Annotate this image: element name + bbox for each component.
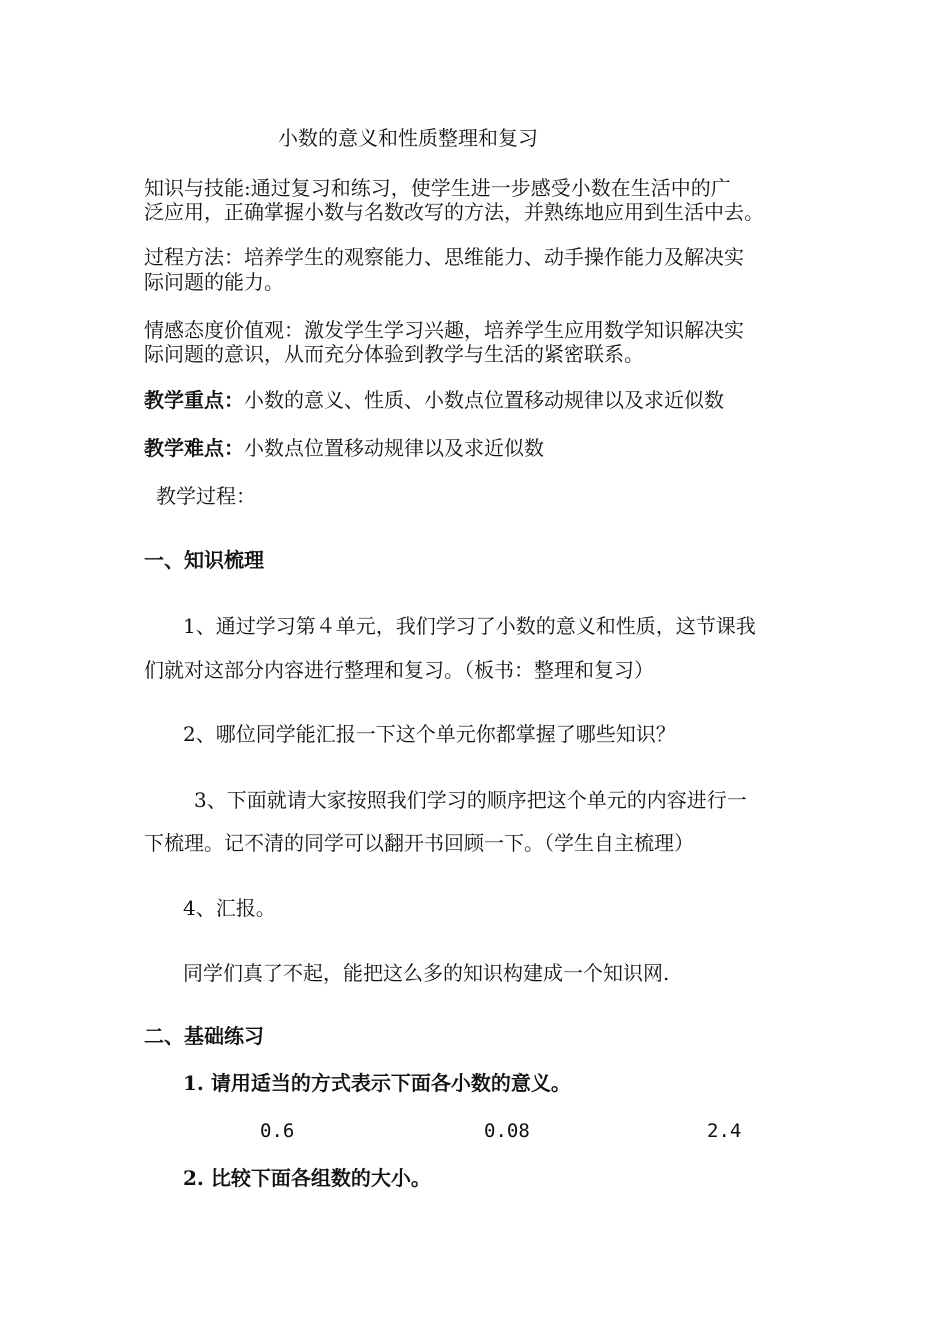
knowledge-skill-line-2: 泛应用，正确掌握小数与名数改写的方法，并熟练地应用到生活中去。 xyxy=(144,200,764,224)
decimal-0-08: 0.08 xyxy=(484,1120,530,1142)
process-heading: 教学过程： xyxy=(156,484,256,508)
section-1-paragraph-5: 同学们真了不起，能把这么多的知识构建成一个知识网. xyxy=(183,961,670,985)
difficulty-label: 教学难点： xyxy=(144,436,244,460)
section-1-paragraph-3-line-1: 3、下面就请大家按照我们学习的顺序把这个单元的内容进行一 xyxy=(194,788,747,812)
key-point-text: 小数的意义、性质、小数点位置移动规律以及求近似数 xyxy=(244,388,724,412)
decimal-0-6: 0.6 xyxy=(260,1120,295,1142)
difficulty xyxy=(144,436,544,460)
section-2-heading: 二、基础练习 xyxy=(144,1024,264,1048)
section-1-paragraph-3-line-2: 下梳理。记不清的同学可以翻开书回顾一下。（学生自主梳理） xyxy=(144,831,694,855)
process-method-line-2: 际问题的能力。 xyxy=(144,270,284,294)
section-1-paragraph-1-line-1: 1、通过学习第４单元，我们学习了小数的意义和性质，这节课我 xyxy=(183,614,756,638)
knowledge-skill-line-1: 知识与技能:通过复习和练习，使学生进一步感受小数在生活中的广 xyxy=(144,176,731,200)
section-1-heading: 一、知识梳理 xyxy=(144,548,264,572)
difficulty-text: 小数点位置移动规律以及求近似数 xyxy=(244,436,544,460)
emotion-values-line-1: 情感态度价值观：激发学生学习兴趣，培养学生应用数学知识解决实 xyxy=(144,318,744,342)
question-1: 1. 请用适当的方式表示下面各小数的意义。 xyxy=(183,1071,571,1095)
key-point xyxy=(144,388,724,412)
emotion-values-line-2: 际问题的意识，从而充分体验到教学与生活的紧密联系。 xyxy=(144,342,644,366)
question-2: 2. 比较下面各组数的大小。 xyxy=(183,1166,431,1190)
key-point-label: 教学重点： xyxy=(144,388,244,412)
page-title: 小数的意义和性质整理和复习 xyxy=(278,126,538,150)
decimal-2-4: 2.4 xyxy=(707,1120,742,1142)
section-1-paragraph-2: 2、哪位同学能汇报一下这个单元你都掌握了哪些知识？ xyxy=(183,722,676,746)
process-method-line-1: 过程方法：培养学生的观察能力、思维能力、动手操作能力及解决实 xyxy=(144,245,744,269)
section-1-paragraph-1-line-2: 们就对这部分内容进行整理和复习。（板书：整理和复习） xyxy=(144,658,654,682)
section-1-paragraph-4: 4、汇报。 xyxy=(183,896,276,920)
